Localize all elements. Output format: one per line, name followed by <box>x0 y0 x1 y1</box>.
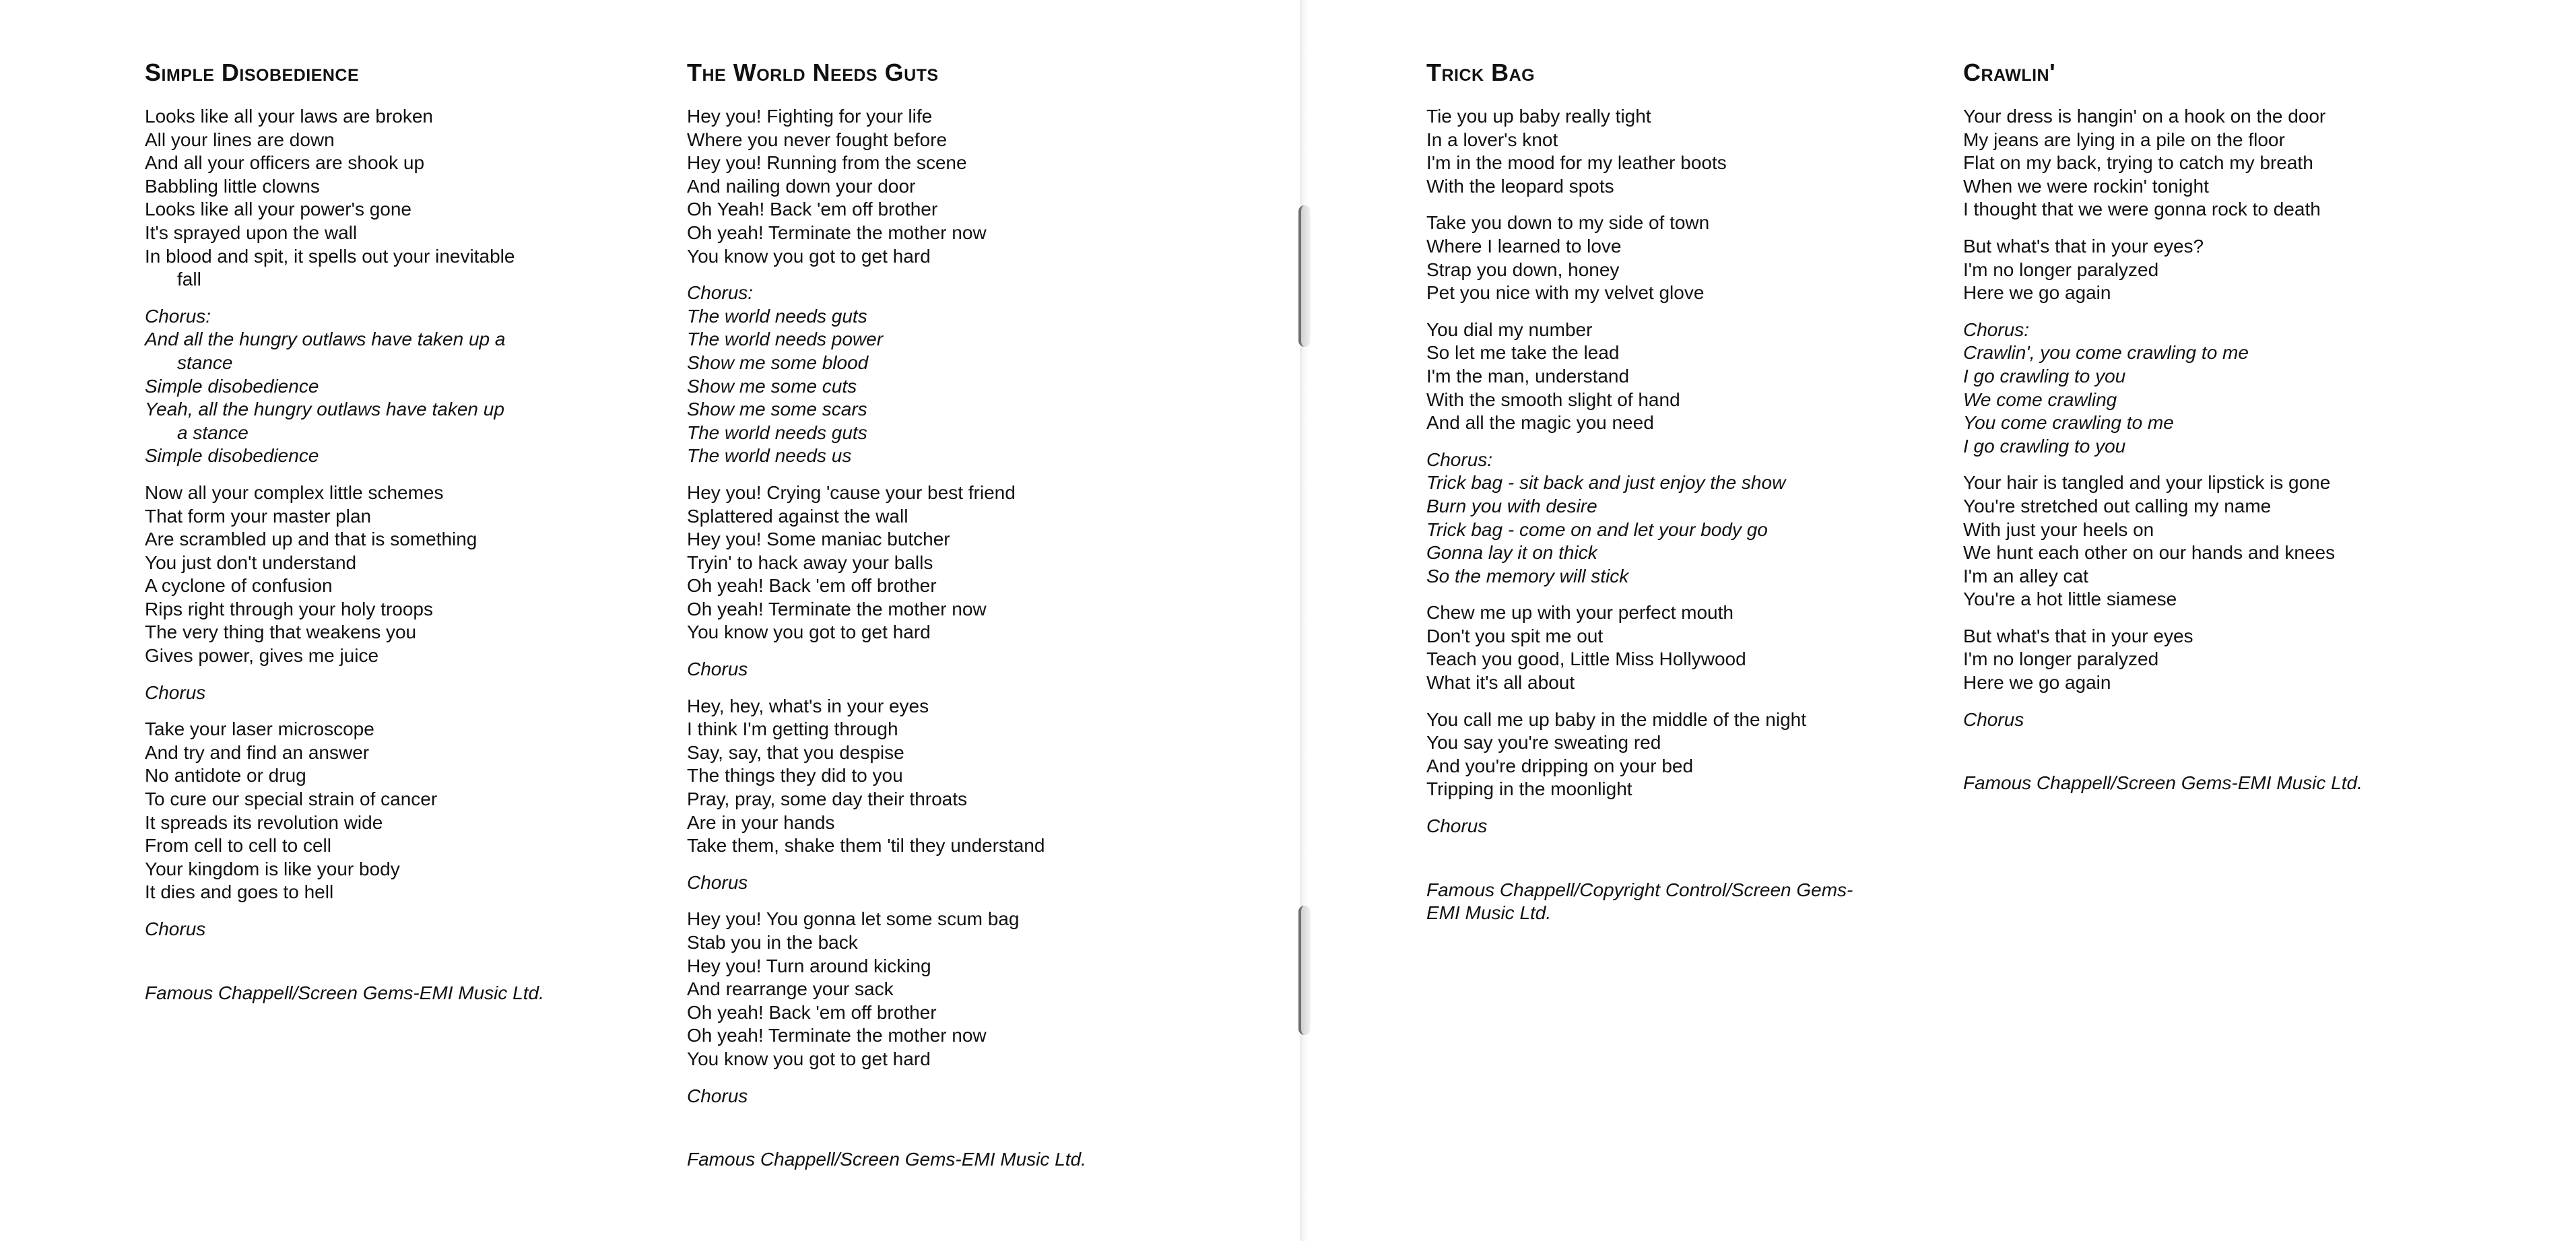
verse-stanza <box>1963 235 2421 305</box>
lyric-line: Looks like all your power's gone <box>145 199 412 220</box>
lyric-line: You say you're sweating red <box>1426 732 1661 753</box>
lyric-line: Splattered against the wall <box>687 505 909 527</box>
verse-stanza <box>687 481 1131 644</box>
lyric-line: Gonna lay it on thick <box>1426 542 1597 564</box>
lyrics <box>1426 105 1884 838</box>
lyric-line: Gives power, gives me juice <box>145 645 379 667</box>
chorus-label: Chorus: <box>687 282 754 304</box>
lyric-line: Tripping in the moonlight <box>1426 778 1632 800</box>
lyric-line: With the smooth slight of hand <box>1426 389 1680 410</box>
lyric-line: My jeans are lying in a pile on the floor <box>1963 129 2285 150</box>
lyric-line: Babbling little clowns <box>145 175 320 197</box>
chorus-reference: Chorus <box>1426 815 1488 837</box>
booklet-fold <box>1300 0 1309 1241</box>
song-column-the-world-needs-guts <box>687 59 1131 1171</box>
lyric-line: From cell to cell to cell <box>145 835 331 857</box>
lyric-line: Teach you good, Little Miss Hollywood <box>1426 648 1746 670</box>
verse-stanza <box>145 105 576 292</box>
verse-stanza <box>1426 601 1884 694</box>
lyric-line: And rearrange your sack <box>687 978 894 1000</box>
lyric-line: I'm in the mood for my leather boots <box>1426 152 1727 174</box>
lyric-line: Pet you nice with my velvet glove <box>1426 282 1705 304</box>
lyric-line: Stab you in the back <box>687 932 858 953</box>
lyric-line: And all the hungry outlaws have taken up a <box>145 329 506 350</box>
lyric-line: Hey you! You gonna let some scum bag <box>687 908 1020 930</box>
chorus-reference: Chorus <box>145 918 206 939</box>
lyric-line: Show me some scars <box>687 399 867 420</box>
lyric-line: Here we go again <box>1963 672 2111 694</box>
staple-top <box>1298 205 1311 347</box>
lyric-line: Simple disobedience <box>145 445 319 467</box>
lyric-line: You know you got to get hard <box>687 245 931 267</box>
publisher-credit: Famous Chappell/Screen Gems-EMI Music Ltd. <box>1963 772 2363 794</box>
lyric-line: Oh yeah! Back 'em off brother <box>687 1001 937 1023</box>
lyric-line: Burn you with desire <box>1426 495 1597 516</box>
lyric-line: And you're dripping on your bed <box>1426 755 1694 776</box>
lyric-line: Where you never fought before <box>687 129 948 150</box>
publisher-credit: Famous Chappell/Screen Gems-EMI Music Ltd. <box>145 982 544 1003</box>
lyric-line: So the memory will stick <box>1426 565 1629 586</box>
lyric-line: I'm the man, understand <box>1426 365 1630 387</box>
lyric-line: You know you got to get hard <box>687 1048 931 1069</box>
lyric-line: You're a hot little siamese <box>1963 589 2177 610</box>
chorus-label: Chorus: <box>1426 448 1493 470</box>
lyric-line: Your kingdom is like your body <box>145 858 400 879</box>
lyric-line: It's sprayed upon the wall <box>145 222 358 243</box>
lyric-line: Say, say, that you despise <box>687 741 904 763</box>
verse-stanza <box>1426 708 1884 801</box>
lyric-line: In blood and spit, it spells out your inevitable <box>145 245 515 267</box>
lyric-line: And all your officers are shook up <box>145 152 425 174</box>
lyric-line: I'm no longer paralyzed <box>1963 648 2159 670</box>
chorus-reference: Chorus <box>687 1085 748 1106</box>
lyric-line: Your dress is hangin' on a hook on the door <box>1963 106 2326 127</box>
song-title: The World Needs Guts <box>687 59 939 86</box>
lyric-line: Hey, hey, what's in your eyes <box>687 695 929 716</box>
lyric-line: Oh yeah! Terminate the mother now <box>687 1025 987 1046</box>
lyric-line: I'm no longer paralyzed <box>1963 259 2159 280</box>
lyric-line: a stance <box>177 422 249 443</box>
publisher-credit: Famous Chappell/Screen Gems-EMI Music Ltd. <box>687 1149 1086 1170</box>
lyric-line: The things they did to you <box>687 765 903 786</box>
lyric-line: And try and find an answer <box>145 741 370 763</box>
chorus-reference: Chorus <box>687 659 748 680</box>
lyric-line: The world needs guts <box>687 422 867 443</box>
lyric-line: So let me take the lead <box>1426 342 1620 364</box>
chorus-reference: Chorus <box>687 871 748 893</box>
lyric-line: stance <box>177 351 233 373</box>
lyric-line: With just your heels on <box>1963 518 2154 540</box>
lyric-line: That form your master plan <box>145 505 372 527</box>
verse-stanza <box>1963 625 2421 695</box>
lyric-line: I think I'm getting through <box>687 718 898 740</box>
lyric-line: fall <box>177 269 201 290</box>
lyric-line: Flat on my back, trying to catch my breath <box>1963 152 2313 174</box>
lyric-line: Tie you up baby really tight <box>1426 106 1651 127</box>
chorus-label: Chorus: <box>145 305 211 327</box>
lyric-line: A cyclone of confusion <box>145 575 333 597</box>
lyric-line: Strap you down, honey <box>1426 259 1620 280</box>
verse-stanza <box>687 695 1131 858</box>
lyric-line: What it's all about <box>1426 672 1575 694</box>
lyric-line: It spreads its revolution wide <box>145 811 383 833</box>
lyric-line: The world needs guts <box>687 305 867 327</box>
verse-stanza <box>1426 211 1884 304</box>
lyric-line: Hey you! Fighting for your life <box>687 106 933 127</box>
chorus-stanza <box>145 305 576 468</box>
lyric-line: Oh yeah! Terminate the mother now <box>687 222 987 243</box>
lyric-line: You come crawling to me <box>1963 412 2174 434</box>
lyric-line: Are in your hands <box>687 811 835 833</box>
lyric-line: You dial my number <box>1426 318 1593 340</box>
chorus-stanza <box>687 281 1131 468</box>
lyric-line: Take you down to my side of town <box>1426 212 1710 234</box>
lyric-line: I thought that we were gonna rock to death <box>1963 199 2321 220</box>
lyric-line: Oh yeah! Back 'em off brother <box>687 575 937 597</box>
lyric-line: I go crawling to you <box>1963 435 2126 457</box>
lyric-line: Show me some cuts <box>687 375 857 397</box>
lyrics <box>687 105 1131 1108</box>
lyric-line: The very thing that weakens you <box>145 622 417 643</box>
lyric-line: The world needs power <box>687 329 884 350</box>
lyric-line: Yeah, all the hungry outlaws have taken up <box>145 399 504 420</box>
lyric-line: Take your laser microscope <box>145 718 374 740</box>
lyric-line: Pray, pray, some day their throats <box>687 789 968 810</box>
song-title: Crawlin' <box>1963 59 2056 86</box>
lyric-line: Trick bag - sit back and just enjoy the show <box>1426 472 1786 494</box>
lyrics <box>145 105 576 941</box>
verse-stanza <box>1963 471 2421 611</box>
lyric-line: Trick bag - come on and let your body go <box>1426 518 1768 540</box>
lyric-line: When we were rockin' tonight <box>1963 175 2209 197</box>
lyric-line: Oh Yeah! Back 'em off brother <box>687 199 938 220</box>
lyric-line: It dies and goes to hell <box>145 881 334 903</box>
lyric-line: In a lover's knot <box>1426 129 1558 150</box>
verse-stanza <box>1426 318 1884 435</box>
song-column-simple-disobedience <box>145 59 576 1005</box>
chorus-reference: Chorus <box>145 681 206 703</box>
lyric-line: Rips right through your holy troops <box>145 598 433 619</box>
staple-bottom <box>1298 906 1311 1035</box>
lyric-line: We hunt each other on our hands and knees <box>1963 542 2336 564</box>
verse-stanza <box>1426 105 1884 198</box>
lyric-line: Show me some blood <box>687 351 869 373</box>
lyric-line: Now all your complex little schemes <box>145 481 444 503</box>
lyric-line: We come crawling <box>1963 389 2117 410</box>
lyric-line: You just don't understand <box>145 551 357 573</box>
lyric-line: With the leopard spots <box>1426 175 1614 197</box>
lyric-line: Crawlin', you come crawling to me <box>1963 342 2249 364</box>
song-column-crawlin <box>1963 59 2421 795</box>
chorus-stanza <box>1426 448 1884 589</box>
verse-stanza <box>1963 105 2421 222</box>
verse-stanza <box>145 718 576 904</box>
lyric-line: Tryin' to hack away your balls <box>687 551 933 573</box>
song-title: Simple Disobedience <box>145 59 360 86</box>
lyric-line: Chew me up with your perfect mouth <box>1426 602 1733 624</box>
song-column-trick-bag <box>1426 59 1884 925</box>
lyrics <box>1963 105 2421 731</box>
lyric-line: Here we go again <box>1963 282 2111 304</box>
lyric-line: Your hair is tangled and your lipstick is gone <box>1963 472 2331 494</box>
chorus-label: Chorus: <box>1963 318 2030 340</box>
lyric-line: But what's that in your eyes? <box>1963 235 2204 257</box>
chorus-reference: Chorus <box>1963 708 2024 730</box>
lyric-line: I'm an alley cat <box>1963 565 2088 586</box>
lyric-line: All your lines are down <box>145 129 335 150</box>
lyric-line: Simple disobedience <box>145 375 319 397</box>
lyric-line: But what's that in your eyes <box>1963 625 2193 646</box>
lyric-line: I go crawling to you <box>1963 365 2126 387</box>
lyric-line: Take them, shake them 'til they understand <box>687 835 1045 857</box>
lyric-line: You call me up baby in the middle of the night <box>1426 708 1807 730</box>
chorus-stanza <box>1963 318 2421 459</box>
lyric-line: To cure our special strain of cancer <box>145 789 438 810</box>
lyric-line: Are scrambled up and that is something <box>145 529 477 550</box>
verse-stanza <box>687 908 1131 1071</box>
lyric-line: Looks like all your laws are broken <box>145 106 433 127</box>
lyric-line: Where I learned to love <box>1426 235 1622 257</box>
song-title: Trick Bag <box>1426 59 1535 86</box>
lyric-line: And all the magic you need <box>1426 412 1654 434</box>
lyric-line: Hey you! Some maniac butcher <box>687 529 950 550</box>
publisher-credit: Famous Chappell/Copyright Control/Screen Gems-EMI Music Ltd. <box>1426 879 1853 923</box>
lyric-line: You know you got to get hard <box>687 622 931 643</box>
verse-stanza <box>145 481 576 668</box>
lyric-line: The world needs us <box>687 445 852 467</box>
lyric-line: Hey you! Crying 'cause your best friend <box>687 481 1016 503</box>
lyric-line: No antidote or drug <box>145 765 306 786</box>
lyric-line: You're stretched out calling my name <box>1963 495 2272 516</box>
lyric-line: Hey you! Turn around kicking <box>687 955 931 976</box>
lyric-line: Hey you! Running from the scene <box>687 152 967 174</box>
verse-stanza <box>687 105 1131 268</box>
lyric-line: Oh yeah! Terminate the mother now <box>687 598 987 619</box>
lyric-line: Don't you spit me out <box>1426 625 1604 646</box>
lyric-line: And nailing down your door <box>687 175 916 197</box>
